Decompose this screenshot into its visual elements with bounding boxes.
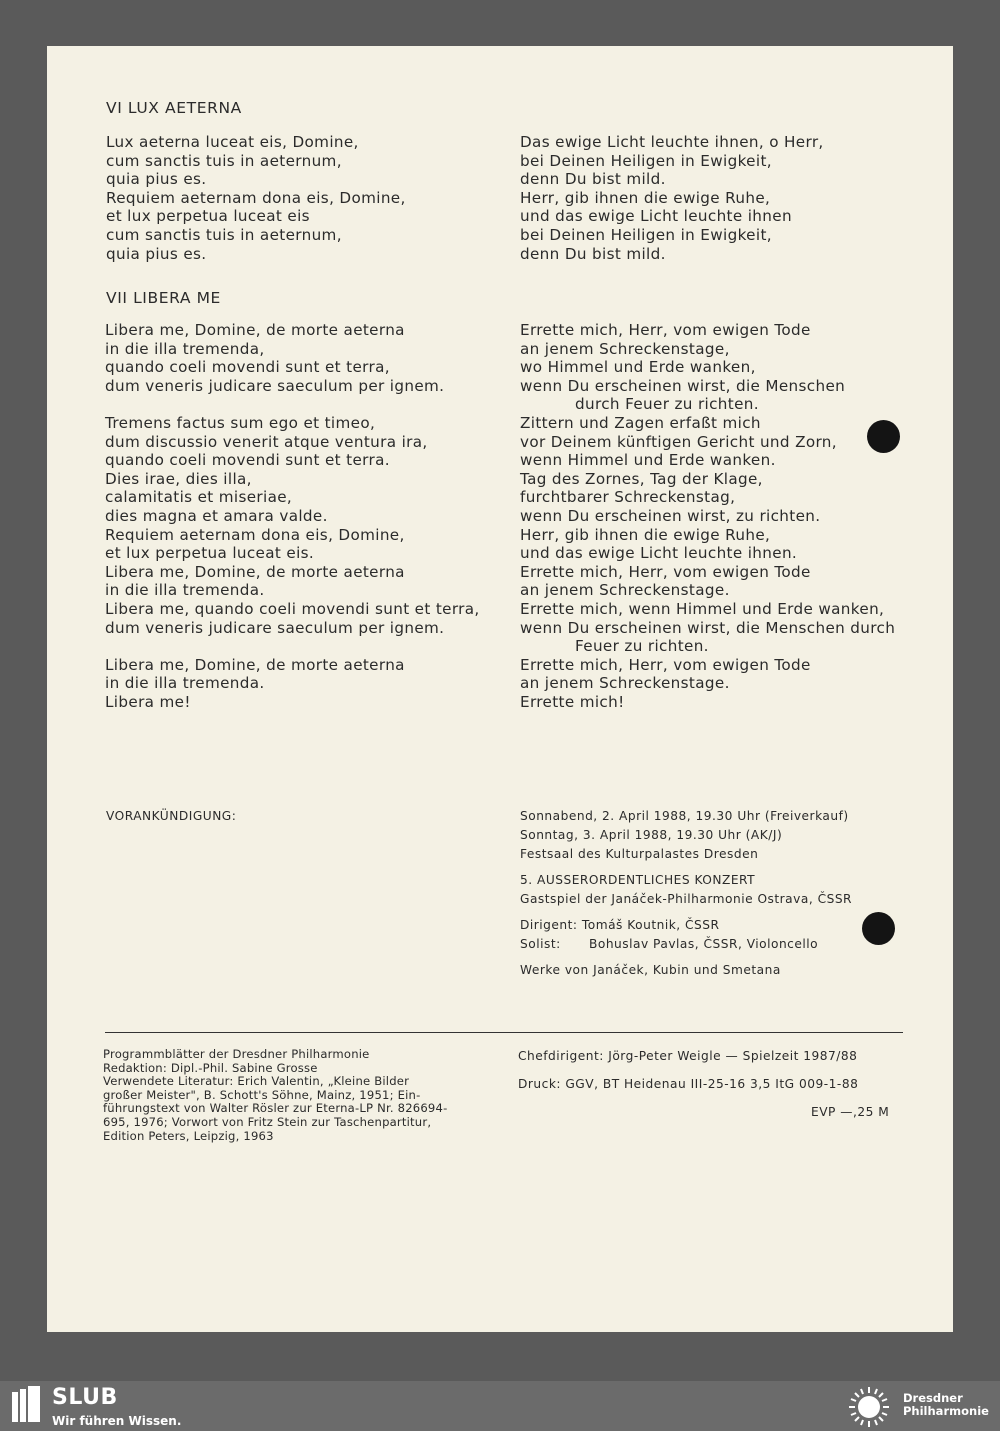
verse-line: Libera me, Domine, de morte aeterna [105, 562, 405, 581]
colophon-line: Redaktion: Dipl.-Phil. Sabine Grosse [103, 1060, 318, 1075]
verse-line: cum sanctis tuis in aeternum, [106, 151, 342, 170]
verse-line: Errette mich, wenn Himmel und Erde wanken, [520, 599, 885, 618]
verse-line: Feuer zu richten. [575, 637, 709, 656]
verse-line: Herr, gib ihnen die ewige Ruhe, [520, 188, 771, 207]
colophon-line: 695, 1976; Vorwort von Fritz Stein zur Taschenpartitur, [103, 1114, 432, 1129]
announcement-works: Werke von Janáček, Kubin und Smetana [520, 963, 781, 977]
verse-line: in die illa tremenda. [105, 581, 265, 600]
verse-line: dum veneris judicare saeculum per ignem. [105, 618, 445, 637]
announcement-block [520, 807, 852, 980]
verse-line [105, 637, 480, 656]
colophon-line: Verwendete Literatur: Erich Valentin, „Kleine Bilder [103, 1074, 410, 1089]
verse-line: dies magna et amara valde. [105, 506, 328, 525]
lux-latin-text [106, 133, 406, 263]
verse-line: quando coeli movendi sunt et terra, [105, 358, 390, 377]
dresdner-philharmonie-logo-icon [843, 1385, 895, 1429]
verse-line: Tremens factus sum ego et timeo, [105, 413, 376, 432]
conductor-name: Tomáš Koutnik, ČSSR [581, 918, 720, 932]
colophon-line: führungstext von Walter Rösler zur Eterna-LP Nr. 826694- [103, 1101, 448, 1116]
verse-line: Libera me! [105, 692, 191, 711]
verse-line: in die illa tremenda, [105, 339, 265, 358]
verse-line: bei Deinen Heiligen in Ewigkeit, [520, 225, 772, 244]
dp-line-2: Philharmonie [903, 1404, 989, 1418]
verse-line: wenn Du erscheinen wirst, zu richten. [520, 506, 821, 525]
announcement-date-1: Sonnabend, 2. April 1988, 19.30 Uhr (Freiverkauf) [520, 809, 849, 823]
verse-line: wo Himmel und Erde wanken, [520, 358, 756, 377]
slub-name: SLUB [52, 1385, 118, 1410]
dresdner-philharmonie-name [903, 1392, 989, 1418]
dp-line-1: Dresdner [903, 1391, 963, 1405]
soloist-label: Solist: [520, 937, 561, 951]
verse-line: Dies irae, dies illa, [105, 469, 252, 488]
verse-line: Errette mich, Herr, vom ewigen Tode [520, 562, 811, 581]
verse-line: Tag des Zornes, Tag der Klage, [520, 469, 763, 488]
program-page [47, 46, 953, 1332]
divider [105, 1032, 903, 1033]
verse-line: wenn Du erscheinen wirst, die Menschen durch [520, 618, 896, 637]
slub-logo-icon [12, 1386, 40, 1422]
verse-line: quia pius es. [106, 244, 207, 263]
heading-lux-aeterna: VI LUX AETERNA [106, 99, 242, 117]
libera-latin-text [105, 321, 480, 711]
verse-line: wenn Du erscheinen wirst, die Menschen [520, 376, 846, 395]
announcement-date-2: Sonntag, 3. April 1988, 19.30 Uhr (AK/J) [520, 828, 783, 842]
verse-line: Libera me, Domine, de morte aeterna [105, 321, 405, 339]
colophon [103, 1048, 447, 1143]
verse-line: Errette mich, Herr, vom ewigen Tode [520, 655, 811, 674]
price: EVP —,25 M [811, 1105, 890, 1119]
lux-german-text [520, 133, 824, 263]
verse-line: an jenem Schreckenstage. [520, 581, 730, 600]
verse-line: et lux perpetua luceat eis. [105, 544, 315, 563]
verse-line: Herr, gib ihnen die ewige Ruhe, [520, 525, 771, 544]
slub-tagline: Wir führen Wissen. [52, 1414, 182, 1428]
punch-hole [862, 912, 895, 945]
announcement-concert: 5. AUSSERORDENTLICHES KONZERT [520, 873, 756, 887]
verse-line: dum discussio venerit atque ventura ira, [105, 432, 428, 451]
verse-line: denn Du bist mild. [520, 244, 666, 263]
verse-line [105, 395, 480, 414]
colophon-line: Edition Peters, Leipzig, 1963 [103, 1128, 274, 1143]
verse-line: Das ewige Licht leuchte ihnen, o Herr, [520, 133, 824, 151]
announcement-venue: Festsaal des Kulturpalastes Dresden [520, 847, 759, 861]
verse-line: in die illa tremenda. [105, 674, 265, 693]
verse-line: quia pius es. [106, 170, 207, 189]
announcement-soloist [520, 935, 852, 954]
print-info: Druck: GGV, BT Heidenau III-25-16 3,5 ItG 009-1-88 [518, 1077, 859, 1091]
verse-line: Requiem aeternam dona eis, Domine, [105, 525, 405, 544]
verse-line: Zittern und Zagen erfaßt mich [520, 413, 761, 432]
footer-bar [0, 1381, 1000, 1431]
verse-line: Libera me, Domine, de morte aeterna [105, 655, 405, 674]
punch-hole [867, 420, 900, 453]
verse-line: et lux perpetua luceat eis [106, 207, 310, 226]
verse-line: Lux aeterna luceat eis, Domine, [106, 133, 359, 151]
verse-line: Errette mich, Herr, vom ewigen Tode [520, 321, 811, 339]
verse-line: dum veneris judicare saeculum per ignem. [105, 376, 445, 395]
verse-line: an jenem Schreckenstage. [520, 674, 730, 693]
heading-libera-me: VII LIBERA ME [106, 289, 221, 307]
colophon-line: großer Meister", B. Schott's Söhne, Mainz, 1951; Ein- [103, 1087, 421, 1102]
verse-line: Requiem aeternam dona eis, Domine, [106, 188, 406, 207]
verse-line: calamitatis et miseriae, [105, 488, 293, 507]
verse-line: wenn Himmel und Erde wanken. [520, 451, 776, 470]
soloist-name: Bohuslav Pavlas, ČSSR, Violoncello [589, 937, 819, 951]
conductor-label: Dirigent: [520, 918, 578, 932]
verse-line: cum sanctis tuis in aeternum, [106, 225, 342, 244]
verse-line: vor Deinem künftigen Gericht und Zorn, [520, 432, 837, 451]
verse-line: quando coeli movendi sunt et terra. [105, 451, 390, 470]
announcement-conductor [520, 916, 852, 935]
verse-line: und das ewige Licht leuchte ihnen. [520, 544, 798, 563]
verse-line: durch Feuer zu richten. [575, 395, 759, 414]
verse-line: Errette mich! [520, 692, 625, 711]
verse-line: denn Du bist mild. [520, 170, 666, 189]
announcement-label: VORANKÜNDIGUNG: [106, 809, 237, 823]
verse-line: und das ewige Licht leuchte ihnen [520, 207, 792, 226]
verse-line: Libera me, quando coeli movendi sunt et terra, [105, 599, 480, 618]
announcement-guest: Gastspiel der Janáček-Philharmonie Ostrava, ČSSR [520, 892, 853, 906]
chief-conductor-line: Chefdirigent: Jörg-Peter Weigle — Spielzeit 1987/88 [518, 1049, 858, 1063]
verse-line: bei Deinen Heiligen in Ewigkeit, [520, 151, 772, 170]
verse-line: an jenem Schreckenstage, [520, 339, 730, 358]
colophon-line: Programmblätter der Dresdner Philharmonie [103, 1047, 370, 1061]
verse-line: furchtbarer Schreckenstag, [520, 488, 736, 507]
libera-german-text [520, 321, 895, 711]
